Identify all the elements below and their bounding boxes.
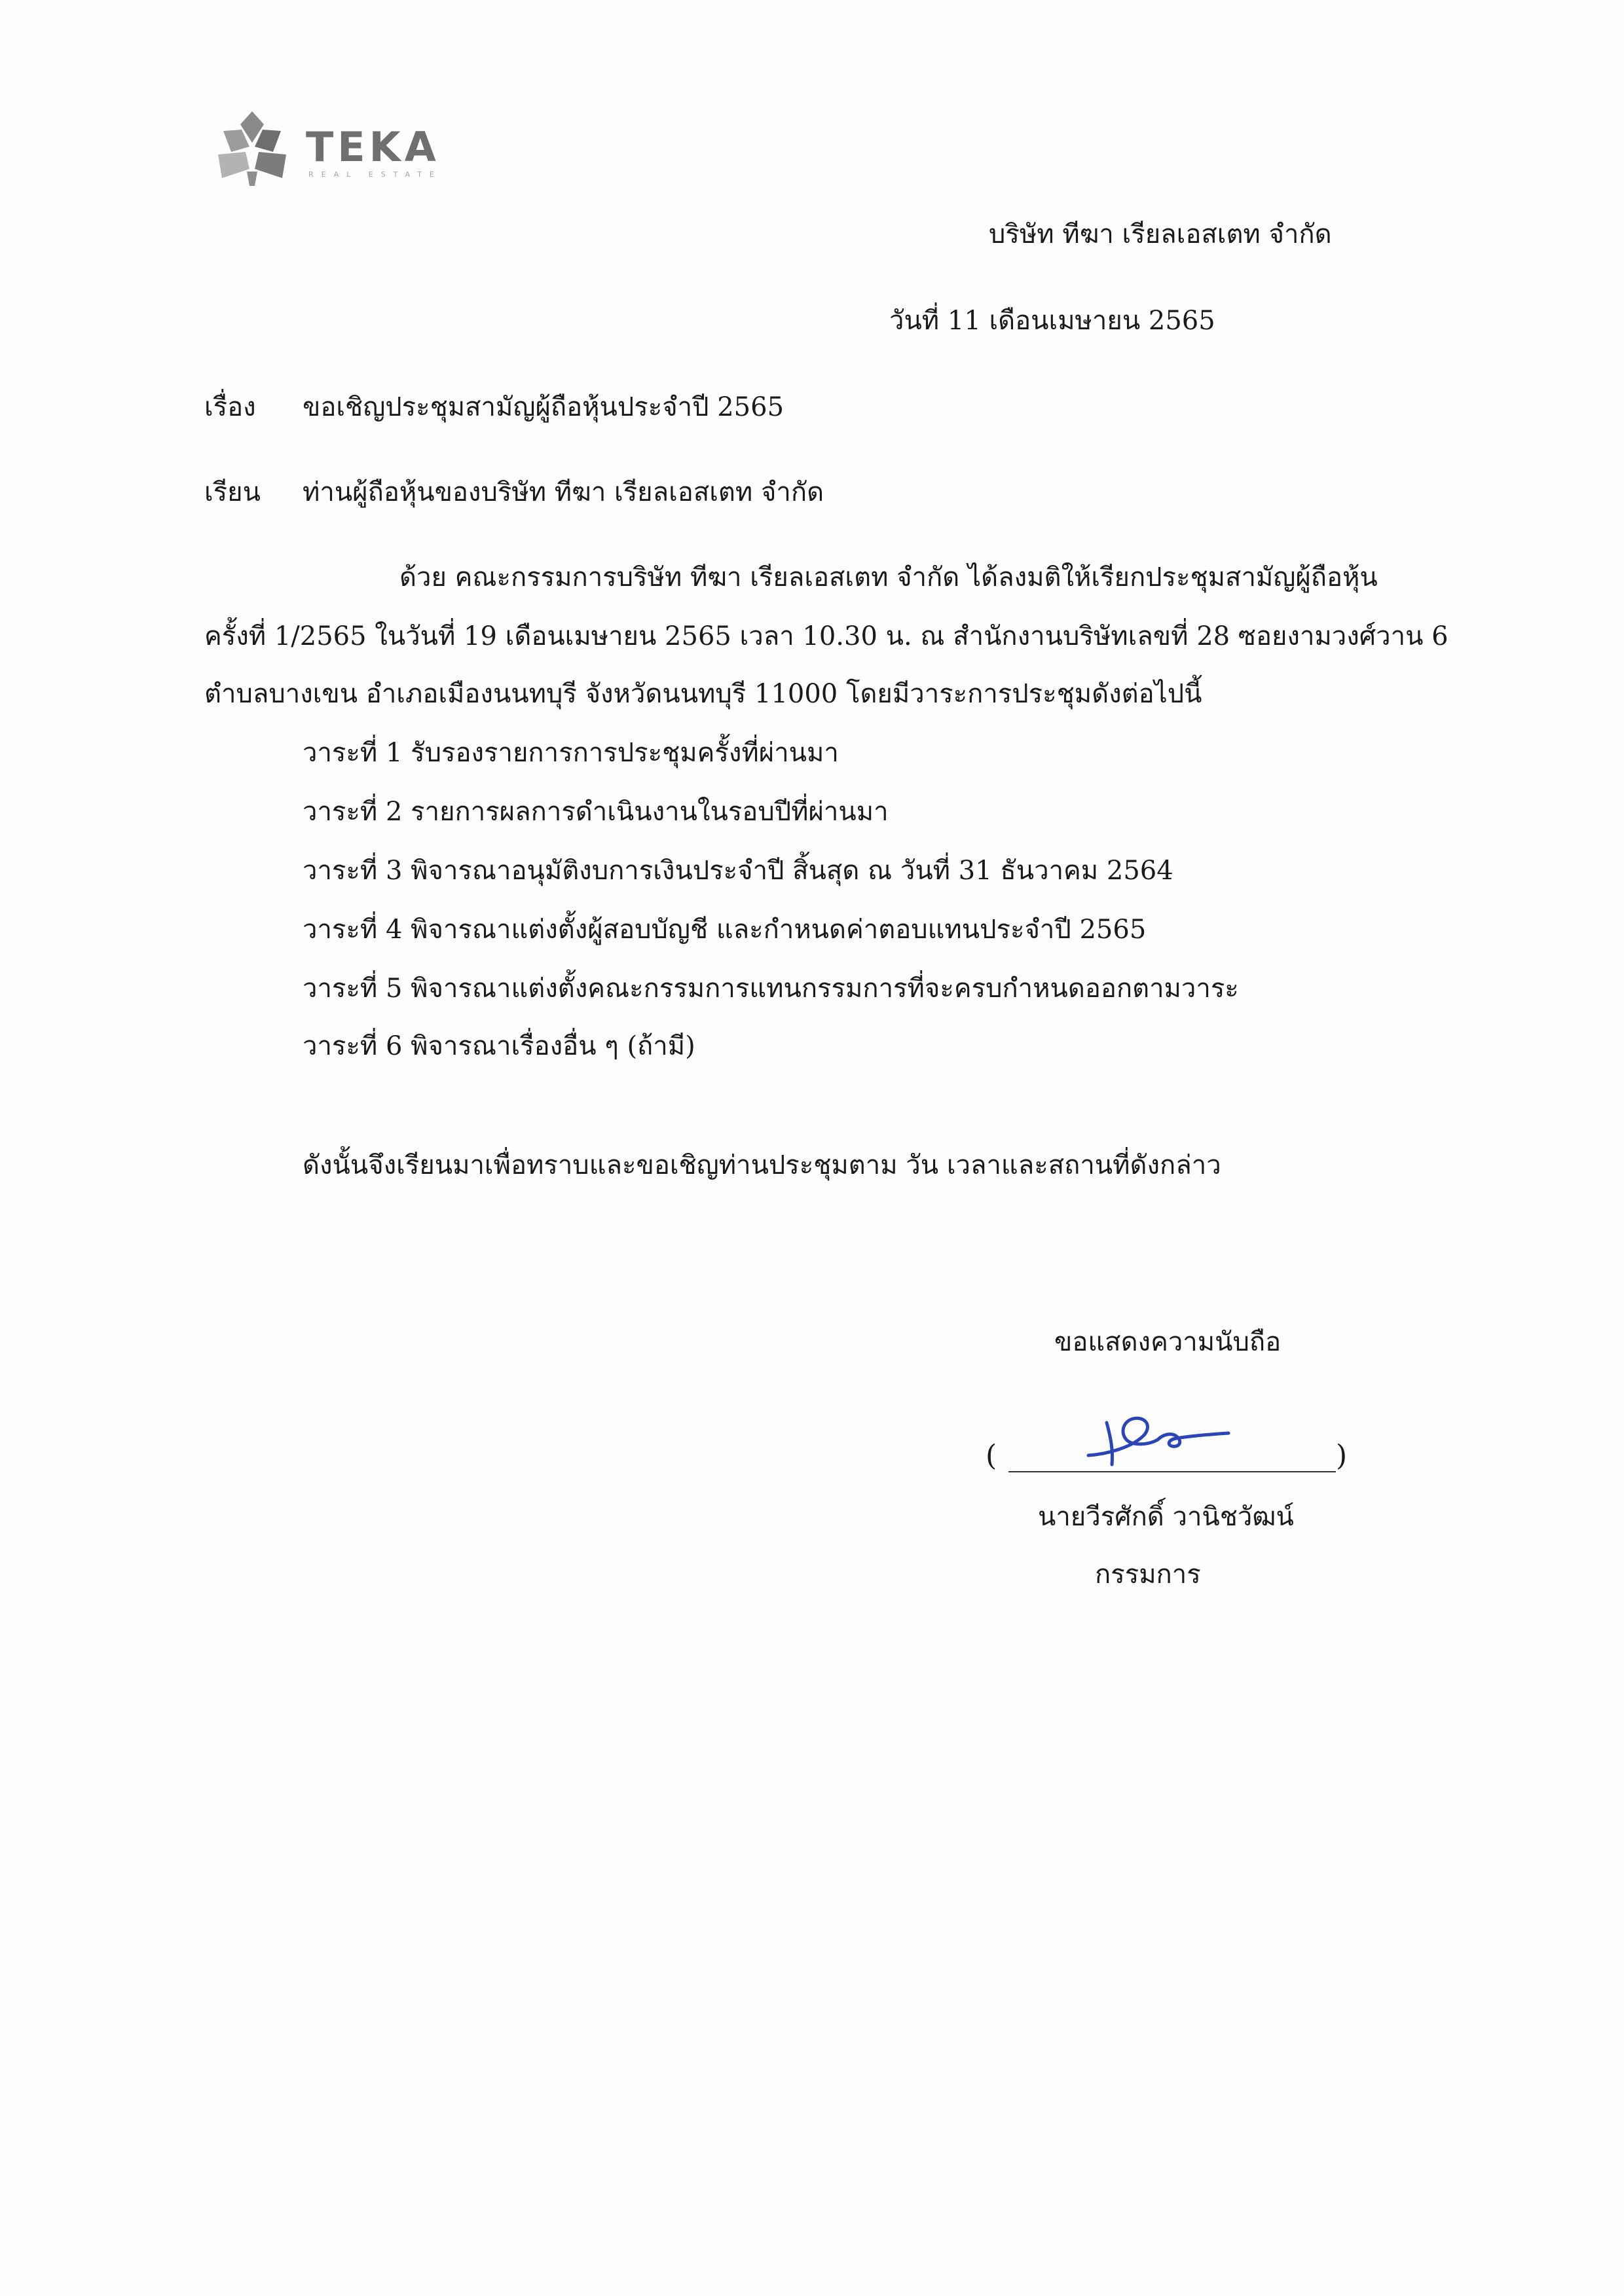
company-name: บริษัท ทีฆา เรียลเอสเตท จำกัด bbox=[989, 219, 1332, 249]
body-line: ตำบลบางเขน อำเภอเมืองนนทบุรี จังหวัดนนทบุรี 11000 โดยมีวาระการประชุมดังต่อไปนี้ bbox=[204, 679, 1202, 709]
subject-label: เรื่อง bbox=[204, 392, 256, 422]
agenda-item: วาระที่ 5 พิจารณาแต่งตั้งคณะกรรมการแทนกรรมการที่จะครบกำหนดออกตามวาระ bbox=[303, 974, 1239, 1004]
signer-name: นายวีรศักดิ์ วานิชวัฒน์ bbox=[1038, 1502, 1294, 1532]
agenda-item: วาระที่ 1 รับรองรายการการประชุมครั้งที่ผ่านมา bbox=[303, 738, 839, 768]
closing-sentence: ดังนั้นจึงเรียนมาเพื่อทราบและขอเชิญท่านประชุมตาม วัน เวลาและสถานที่ดังกล่าว bbox=[303, 1150, 1221, 1180]
handwritten-signature-icon bbox=[1080, 1404, 1251, 1476]
letter-date: วันที่ 11 เดือนเมษายน 2565 bbox=[889, 306, 1215, 336]
signature-paren-open: ( bbox=[986, 1439, 997, 1472]
signer-title: กรรมการ bbox=[1095, 1559, 1201, 1590]
agenda-item: วาระที่ 6 พิจารณาเรื่องอื่น ๆ (ถ้ามี) bbox=[303, 1031, 695, 1061]
company-logo bbox=[213, 105, 449, 190]
to-text: ท่านผู้ถือหุ้นของบริษัท ทีฆา เรียลเอสเตท จำกัด bbox=[303, 477, 824, 507]
logo-subtitle: REAL ESTATE bbox=[308, 170, 442, 179]
to-label: เรียน bbox=[204, 477, 261, 507]
signature-paren-close: ) bbox=[1336, 1439, 1348, 1472]
regards-text: ขอแสดงความนับถือ bbox=[1054, 1327, 1282, 1357]
agenda-item: วาระที่ 2 รายการผลการดำเนินงานในรอบปีที่ผ่านมา bbox=[303, 797, 889, 827]
agenda-item: วาระที่ 4 พิจารณาแต่งตั้งผู้สอบบัญชี และกำหนดค่าตอบแทนประจำปี 2565 bbox=[303, 915, 1147, 945]
teka-logo-icon bbox=[213, 105, 291, 190]
subject-text: ขอเชิญประชุมสามัญผู้ถือหุ้นประจำปี 2565 bbox=[303, 392, 784, 422]
body-line: ด้วย คณะกรรมการบริษัท ทีฆา เรียลเอสเตท จำกัด ได้ลงมติให้เรียกประชุมสามัญผู้ถือหุ้น bbox=[399, 562, 1378, 592]
agenda-item: วาระที่ 3 พิจารณาอนุมัติงบการเงินประจำปี สิ้นสุด ณ วันที่ 31 ธันวาคม 2564 bbox=[303, 856, 1173, 886]
body-line: ครั้งที่ 1/2565 ในวันที่ 19 เดือนเมษายน 2565 เวลา 10.30 น. ณ สำนักงานบริษัทเลขที่ 28 ซอยงามวงศ์วาน 6 bbox=[204, 621, 1449, 651]
logo-wordmark: TEKA bbox=[306, 123, 440, 171]
